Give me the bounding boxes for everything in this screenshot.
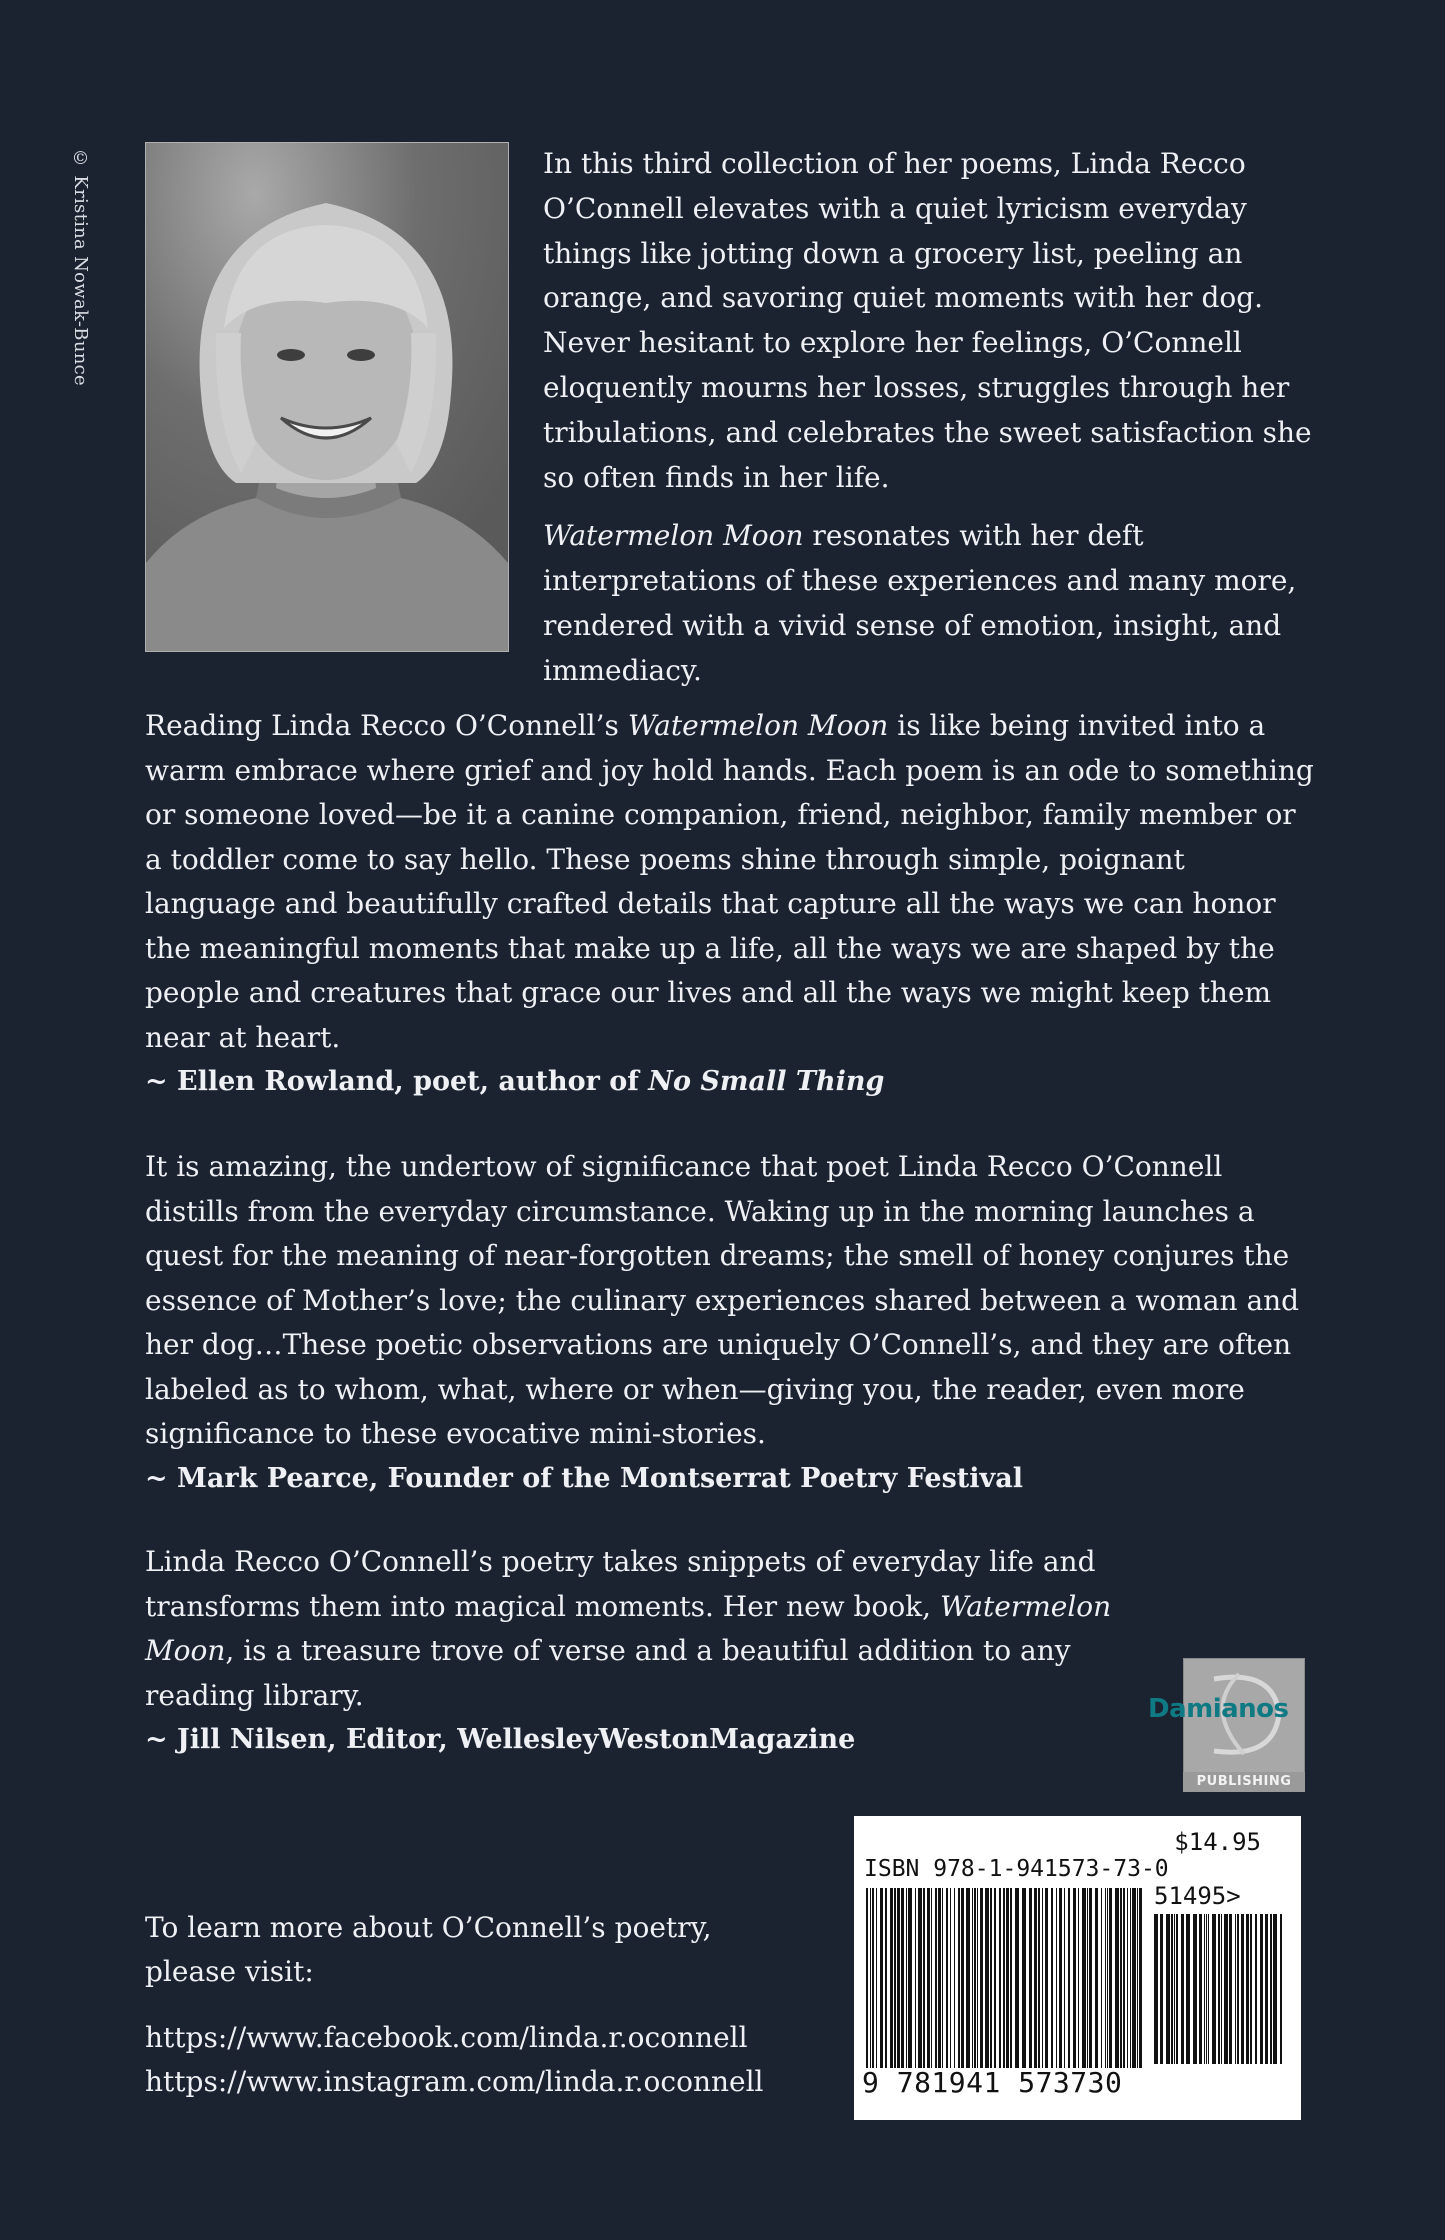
learn-more-line-2: please visit: [145, 1955, 314, 1988]
barcode-bar [866, 1888, 868, 2068]
barcode-bar [1006, 1888, 1009, 2068]
author-photo [145, 142, 509, 652]
publisher-logo [1148, 1658, 1303, 1793]
barcode-bar [1087, 1888, 1088, 2068]
review-ellen-rowland [145, 704, 1315, 1105]
barcode-bar [1059, 1888, 1062, 2068]
barcode-isbn: ISBN 978-1-941573-73-0 [864, 1856, 1169, 1882]
barcode-bar [1068, 1888, 1070, 2068]
barcode-bar [1224, 1914, 1228, 2064]
barcode-bar [1212, 1914, 1216, 2064]
barcode-bar [1137, 1888, 1138, 2068]
review-attribution: ~ Mark Pearce, Founder of the Montserrat Poetry Festival [145, 1462, 1023, 1494]
review-text-part: , is a treasure trove of verse and a beautiful addition to any reading library. [145, 1634, 1071, 1712]
barcode-bar [1056, 1888, 1057, 2068]
barcode-bar [1193, 1914, 1197, 2064]
barcode-bar [1186, 1914, 1190, 2064]
barcode-bar [923, 1888, 925, 2068]
blurb-book-title: Watermelon Moon [543, 519, 804, 553]
barcode-bar [1280, 1914, 1282, 2064]
barcode-bar [894, 1888, 896, 2068]
barcode-bar [1132, 1888, 1136, 2068]
barcode-bar [977, 1888, 978, 2068]
barcode-bar [876, 1888, 877, 2068]
barcode-bar [931, 1888, 932, 2068]
barcode-bar [980, 1888, 983, 2068]
barcode-bar [1139, 1888, 1142, 2068]
barcode-bar [1130, 1888, 1131, 2068]
review-attribution [145, 1060, 1315, 1105]
barcode-bar [958, 1888, 960, 2068]
barcode-bar [1229, 1914, 1232, 2064]
barcode-bar [918, 1888, 922, 2068]
barcode-bar [1109, 1888, 1112, 2068]
barcode-bar [1038, 1888, 1040, 2068]
barcode-bar [1042, 1888, 1043, 2068]
barcode-bar [1154, 1914, 1158, 2064]
barcode-bar [1241, 1914, 1244, 2064]
barcode-bar [880, 1888, 883, 2068]
barcode-bar [1235, 1914, 1236, 2064]
barcode-bar [1078, 1888, 1079, 2068]
blurb-paragraph-1: In this third collection of her poems, Linda Recco O’Connell elevates with a quiet lyricism everyday things like jotting down a grocery list, peeling an orange, and savoring quiet moments with her dog. Never hesitant to explore her feelings, O’Connell eloquently mourns her losses, struggles through her tribulations, and celebrates the sweet satisfaction she so often finds in her life. [543, 147, 1312, 494]
barcode-bar [1029, 1888, 1032, 2068]
barcode-bar [897, 1888, 900, 2068]
barcode-bar [950, 1888, 951, 2068]
barcode-bar [974, 1888, 976, 2068]
barcode-bar [1064, 1888, 1065, 2068]
review-text [145, 1540, 1185, 1718]
barcode-price: $14.95 [1174, 1828, 1261, 1856]
barcode-bar [1246, 1914, 1249, 2064]
learn-more-line-1: To learn more about O’Connell’s poetry, [145, 1911, 712, 1944]
barcode-bar [946, 1888, 948, 2068]
instagram-link[interactable]: https://www.instagram.com/linda.r.oconnell [145, 2065, 764, 2098]
barcode-bar [1171, 1914, 1173, 2064]
barcode-digits: 9 781941 573730 [862, 2066, 1123, 2099]
barcode-bar [1265, 1914, 1268, 2064]
barcode-bar [1237, 1914, 1239, 2064]
barcode-bar [1204, 1914, 1205, 2064]
barcode-bar [1115, 1888, 1119, 2068]
barcode-bar [1022, 1888, 1026, 2068]
barcode-bar [1273, 1914, 1277, 2064]
barcode-bar [1003, 1888, 1005, 2068]
barcode-bar [938, 1888, 941, 2068]
barcode-bar [1206, 1914, 1207, 2064]
barcode-bar [1166, 1914, 1170, 2064]
barcode-bar [972, 1888, 973, 2068]
review-text-part: Reading Linda Recco O’Connell’s [145, 709, 628, 742]
addon-barcode-bars [1152, 1914, 1287, 2064]
barcode-bar [1199, 1914, 1202, 2064]
barcode-bar [961, 1888, 964, 2068]
blurb-paragraph-2 [543, 514, 1313, 693]
barcode-bar [1127, 1888, 1128, 2068]
barcode-bar [1176, 1914, 1178, 2064]
barcode-bar [1260, 1914, 1263, 2064]
barcode-bar [1101, 1888, 1102, 2068]
learn-more-section [145, 1906, 845, 2104]
review-text: It is amazing, the undertow of significance that poet Linda Recco O’Connell distills from the everyday circumstance. Waking up in the morning launches a quest for the meaning of near-forgotten dreams; the smell of honey conjures the essence of Mother’s love; the culinary experiences shared between a woman and her dog…These poetic observations are uniquely O’Connell’s, and they are often labeled as to whom, what, where or when—giving you, the reader, even more significance to these evocative mini-stories. [145, 1150, 1300, 1450]
review-attribution: ~ Jill Nilsen, Editor, WellesleyWestonMagazine [145, 1724, 856, 1755]
barcode-bar [927, 1888, 930, 2068]
publisher-name: Damianos [1148, 1694, 1289, 1724]
facebook-link[interactable]: https://www.facebook.com/linda.r.oconnell [145, 2021, 748, 2054]
barcode-addon-number: 51495> [1154, 1882, 1241, 1910]
barcode-bar [1082, 1888, 1086, 2068]
barcode-bar [906, 1888, 907, 2068]
barcode-bar [1089, 1888, 1092, 2068]
barcode-bar [908, 1888, 912, 2068]
review-text-part: is like being invited into a warm embrace where grief and joy hold hands. Each poem is an ode to something or someone loved—be it a canine companion, friend, neighbor, family member or a toddler come to say hello. These poems shine through simple, poignant language and beautifully crafted details that capture all the ways we can honor the meaningful moments that make up a life, all the ways we are shaped by the people and creatures that grace our lives and all the ways we might keep them near at heart. [145, 709, 1314, 1054]
barcode-bar [870, 1888, 871, 2068]
book-blurb [543, 142, 1313, 708]
barcode-bar [985, 1888, 989, 2068]
barcode-bar [872, 1888, 874, 2068]
barcode-bar [1174, 1914, 1175, 2064]
barcode-bar [1107, 1888, 1108, 2068]
barcode-bar [1095, 1888, 1098, 2068]
barcode-bar [966, 1888, 970, 2068]
barcode-bar [999, 1888, 1001, 2068]
review-text [145, 704, 1315, 1060]
barcode-bar [1010, 1888, 1012, 2068]
barcode-bar [1073, 1888, 1076, 2068]
barcode-bar [1120, 1888, 1122, 2068]
barcode-bar [1160, 1914, 1163, 2064]
barcode-bar [1123, 1888, 1125, 2068]
photo-credit: © Kristina Nowak-Bunce [70, 148, 91, 386]
barcode-bar [1034, 1888, 1037, 2068]
barcode-bar [994, 1888, 996, 2068]
ean-barcode-bars [864, 1888, 1144, 2068]
author-portrait-image [146, 143, 508, 651]
barcode-bar [954, 1888, 955, 2068]
barcode-bar [1105, 1888, 1106, 2068]
barcode-bar [1051, 1888, 1053, 2068]
isbn-barcode [854, 1816, 1301, 2120]
barcode-bar [1208, 1914, 1209, 2064]
barcode-bar [1045, 1888, 1048, 2068]
attribution-text: ~ Ellen Rowland, poet, author of [145, 1066, 649, 1097]
blurb-paragraph-2-text: resonates with her deft interpretations of these experiences and many more, rendered with a vivid sense of emotion, insight, and immediacy. [543, 519, 1297, 687]
barcode-bar [1181, 1914, 1184, 2064]
review-jill-nilsen [145, 1540, 1185, 1763]
barcode-bar [942, 1888, 943, 2068]
barcode-bar [915, 1888, 916, 2068]
review-mark-pearce [145, 1145, 1315, 1501]
barcode-bar [885, 1888, 887, 2068]
barcode-bar [901, 1888, 904, 2068]
review-text-part: Linda Recco O’Connell’s poetry takes snippets of everyday life and transforms them into magical moments. Her new book, [145, 1545, 1096, 1623]
attribution-book-title: No Small Thing [648, 1066, 885, 1097]
review-book-title: Watermelon Moon [145, 1589, 1112, 1667]
publisher-sub: PUBLISHING [1183, 1772, 1305, 1792]
barcode-bar [990, 1888, 992, 2068]
barcode-bar [1255, 1914, 1257, 2064]
barcode-bar [1250, 1914, 1252, 2064]
barcode-bar [1270, 1914, 1272, 2064]
barcode-bar [1221, 1914, 1222, 2064]
barcode-bar [1015, 1888, 1019, 2068]
barcode-bar [890, 1888, 893, 2068]
barcode-bar [935, 1888, 937, 2068]
review-book-title: Watermelon Moon [627, 709, 889, 742]
barcode-bar [1218, 1914, 1220, 2064]
